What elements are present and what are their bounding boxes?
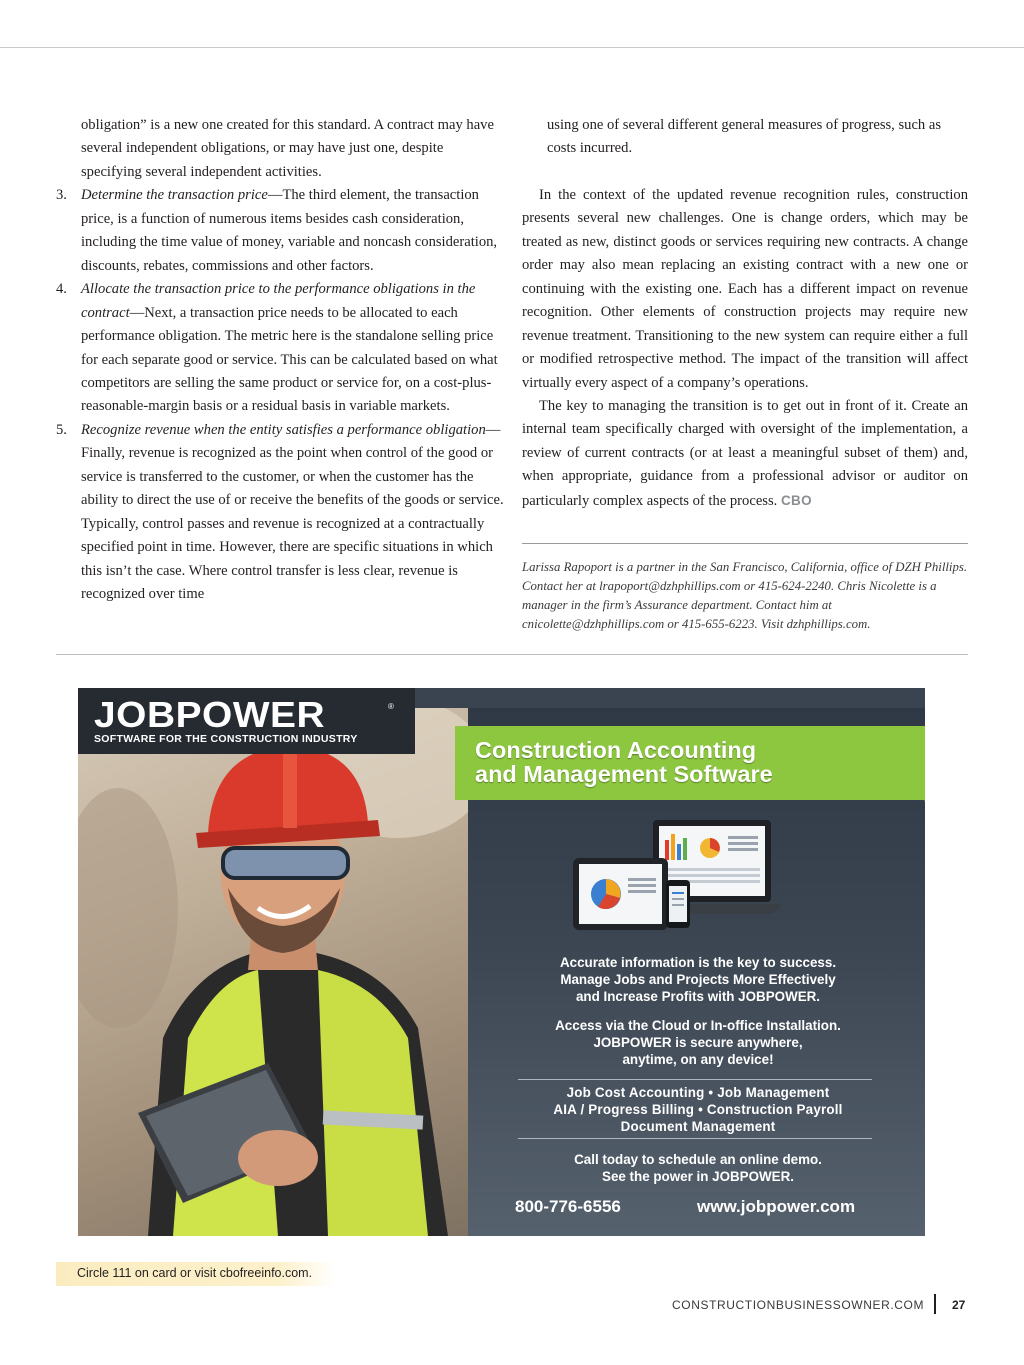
section-divider [56, 654, 968, 655]
ad-feature-line: Document Management [620, 1119, 776, 1134]
jobpower-advertisement[interactable] [78, 688, 925, 1236]
continued-paragraph: obligation” is a new one created for this standard. A contract may have several independent obligations, or may have just one, despite specifying several independent activities. [81, 117, 494, 180]
footer-site[interactable]: CONSTRUCTIONBUSINESSOWNER.COM [672, 1298, 925, 1312]
footer-separator [934, 1294, 936, 1314]
list-number: 5. [56, 421, 67, 438]
ad-copy-line: Accurate information is the key to success. [559, 955, 837, 970]
ad-feature-list [508, 1084, 888, 1135]
list-number: 3. [56, 187, 67, 204]
article-left-column [56, 114, 504, 607]
ad-copy-line: Access via the Cloud or In-office Installation. [555, 1018, 841, 1033]
headline-line: and Management Software [475, 761, 773, 787]
ad-divider [518, 1079, 872, 1080]
article-right-column [522, 114, 968, 634]
brand-name: JOBPOWER [94, 694, 326, 735]
list-item [56, 419, 504, 607]
banner-fold [924, 800, 925, 840]
ad-copy-line: JOBPOWER is secure anywhere, [593, 1035, 803, 1050]
author-bio: Larissa Rapoport is a partner in the San Francisco, California, office of DZH Phillips. Contact her at lrapoport@dzhphillips.com or 415-624-2240. Chris Nicolette is a manager in the firm’s Assurance department. Contact him at cnicolette@dzhphillips.com or 415-655-6223. Visit dzhphillips.com. [522, 560, 968, 631]
page-number: 27 [952, 1298, 966, 1312]
registered-mark: ® [388, 702, 394, 711]
list-item-text: —Next, a transaction price needs to be allocated to each performance obligation. The metric here is the standalone selling price for each separate good or service. This can be calculated based on what competitors are selling the same product or service for, on a cost-plus-reasonable-margin basis or a residual basis in variable markets. [81, 304, 498, 415]
continued-list-text: using one of several different general measures of progress, such as costs incurred. [547, 117, 942, 157]
ad-copy-access [508, 1017, 888, 1068]
brand-tagline: SOFTWARE FOR THE CONSTRUCTION INDUSTRY [94, 733, 358, 745]
list-item-lead: Determine the transaction price [81, 187, 268, 204]
list-item-text: —The third element, the transaction price, is a function of numerous items besides cash consideration, including the time value of money, variable and noncash consideration, discounts, rebates, commissions and other factors. [81, 187, 498, 274]
construction-worker-illustration [78, 708, 468, 1236]
body-paragraph: In the context of the updated revenue recognition rules, construction presents several new challenges. One is change orders, which may be treated as new, distinct goods or services requiring new contracts. A change order may also mean replacing an existing contract with a new one or continuing with the existing one. Each has a different impact on revenue recognition. Other elements of construction projects may require new revenue treatment. Transitioning to the new system can require either a full or modified retrospective method. The impact of the transition will affect virtually every aspect of a company’s operations. [522, 186, 968, 391]
headline-banner [455, 726, 925, 800]
ad-call-to-action [508, 1151, 888, 1185]
ad-phone-number[interactable]: 800-776-6556 [515, 1197, 621, 1216]
ad-copy-line: Manage Jobs and Projects More Effectively [560, 972, 836, 987]
bio-divider [522, 543, 968, 544]
ad-copy-line: and Increase Profits with JOBPOWER. [575, 989, 821, 1004]
list-item [56, 278, 504, 419]
body-paragraph [522, 395, 968, 513]
end-mark: CBO [780, 492, 812, 508]
list-number: 4. [56, 281, 67, 298]
list-item-lead: Recognize revenue when the entity satisfies a performance obligation [81, 421, 486, 438]
ad-website-link[interactable]: www.jobpower.com [697, 1197, 856, 1216]
ad-copy-success [508, 954, 888, 1005]
devices-illustration [568, 818, 788, 943]
ad-divider [518, 1138, 872, 1139]
ad-cta-line: Call today to schedule an online demo. [574, 1152, 822, 1167]
ad-copy-line: anytime, on any device! [622, 1052, 774, 1067]
list-item [56, 184, 504, 278]
ad-cta-line: See the power in JOBPOWER. [602, 1169, 794, 1184]
reader-service-note [56, 1262, 336, 1286]
reader-service-text: Circle 111 on card or visit cbofreeinfo.com. [77, 1266, 313, 1280]
body-paragraph-text: The key to managing the transition is to get out in front of it. Create an internal team specifically charged with oversight of the implementation, a review of current contracts (or at least a meaningful subset of them) and, when appropriate, guidance from a professional advisor or auditor on particularly complex aspects of the process. [522, 397, 968, 509]
ad-feature-line: AIA / Progress Billing • Construction Payroll [553, 1102, 843, 1117]
headline-line: Construction Accounting [475, 737, 757, 763]
ad-headline [475, 738, 773, 786]
list-item-text: —Finally, revenue is recognized as the point when control of the good or service is transferred to the customer, or when the customer has the ability to direct the use of or receive the benefits of the goods or service. Typically, control passes and revenue is recognized at a contractually specified point in time. However, there are specific situations in which this isn’t the case. Where control transfer is less clear, revenue is recognized over time [81, 421, 504, 603]
ad-feature-line: Job Cost Accounting • Job Management [566, 1085, 830, 1100]
steps-list [56, 184, 504, 606]
list-item-lead: Allocate the transaction price to the performance obligations in the contract [81, 281, 476, 321]
top-rule [0, 47, 1024, 48]
jobpower-logo [78, 688, 415, 754]
